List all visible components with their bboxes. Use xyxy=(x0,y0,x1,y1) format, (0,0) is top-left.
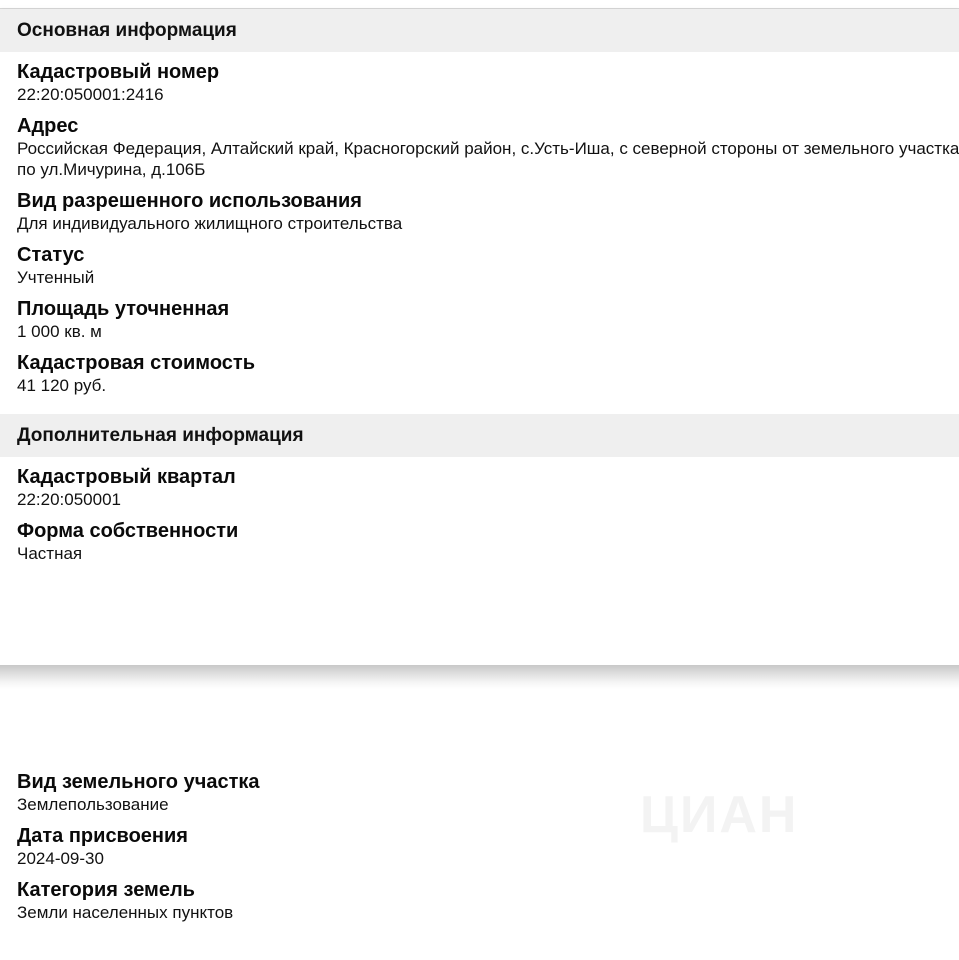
field-address xyxy=(17,115,959,180)
field-cadastral-quarter xyxy=(17,466,959,510)
field-status xyxy=(17,244,959,288)
field-assignment-date xyxy=(17,825,260,869)
field-label: Статус xyxy=(17,244,85,266)
field-permitted-use xyxy=(17,190,959,234)
field-label: Площадь уточненная xyxy=(17,298,230,320)
section-main-body xyxy=(0,52,959,414)
field-area xyxy=(17,298,959,342)
field-label: Вид разрешенного использования xyxy=(17,190,362,212)
top-divider xyxy=(0,0,959,9)
field-value: Учтенный xyxy=(17,268,95,287)
field-label: Адрес xyxy=(17,115,79,137)
field-cadastral-value xyxy=(17,352,959,396)
info-panel xyxy=(0,9,959,665)
lower-info xyxy=(17,771,260,933)
field-cadastral-number xyxy=(17,61,959,105)
field-label: Категория земель xyxy=(17,879,195,901)
field-value: 22:20:050001 xyxy=(17,490,121,509)
watermark-logo: ЦИАН xyxy=(640,786,799,844)
field-value: Для индивидуального жилищного строительства xyxy=(17,214,403,233)
field-value: Землепользование xyxy=(17,795,169,814)
field-value: Российская Федерация, Алтайский край, Красногорский район, с.Усть-Иша, с северной стороны от земельного участка по ул.Мичурина, д.106Б xyxy=(17,139,959,179)
field-label: Форма собственности xyxy=(17,520,239,542)
section-header-additional: Дополнительная информация xyxy=(0,414,959,457)
section-header-main: Основная информация xyxy=(0,9,959,52)
field-value: 1 000 кв. м xyxy=(17,322,102,341)
field-value: 2024-09-30 xyxy=(17,849,104,868)
field-value: Земли населенных пунктов xyxy=(17,903,234,922)
field-land-plot-type xyxy=(17,771,260,815)
field-label: Вид земельного участка xyxy=(17,771,260,793)
field-value: Частная xyxy=(17,544,83,563)
field-label: Кадастровый номер xyxy=(17,61,220,83)
section-additional-body xyxy=(0,457,959,582)
panel-shadow xyxy=(0,665,959,689)
field-ownership-form xyxy=(17,520,959,564)
field-label: Кадастровая стоимость xyxy=(17,352,255,374)
field-value: 41 120 руб. xyxy=(17,376,107,395)
field-label: Кадастровый квартал xyxy=(17,466,236,488)
field-label: Дата присвоения xyxy=(17,825,188,847)
field-value: 22:20:050001:2416 xyxy=(17,85,164,104)
field-land-category xyxy=(17,879,260,923)
